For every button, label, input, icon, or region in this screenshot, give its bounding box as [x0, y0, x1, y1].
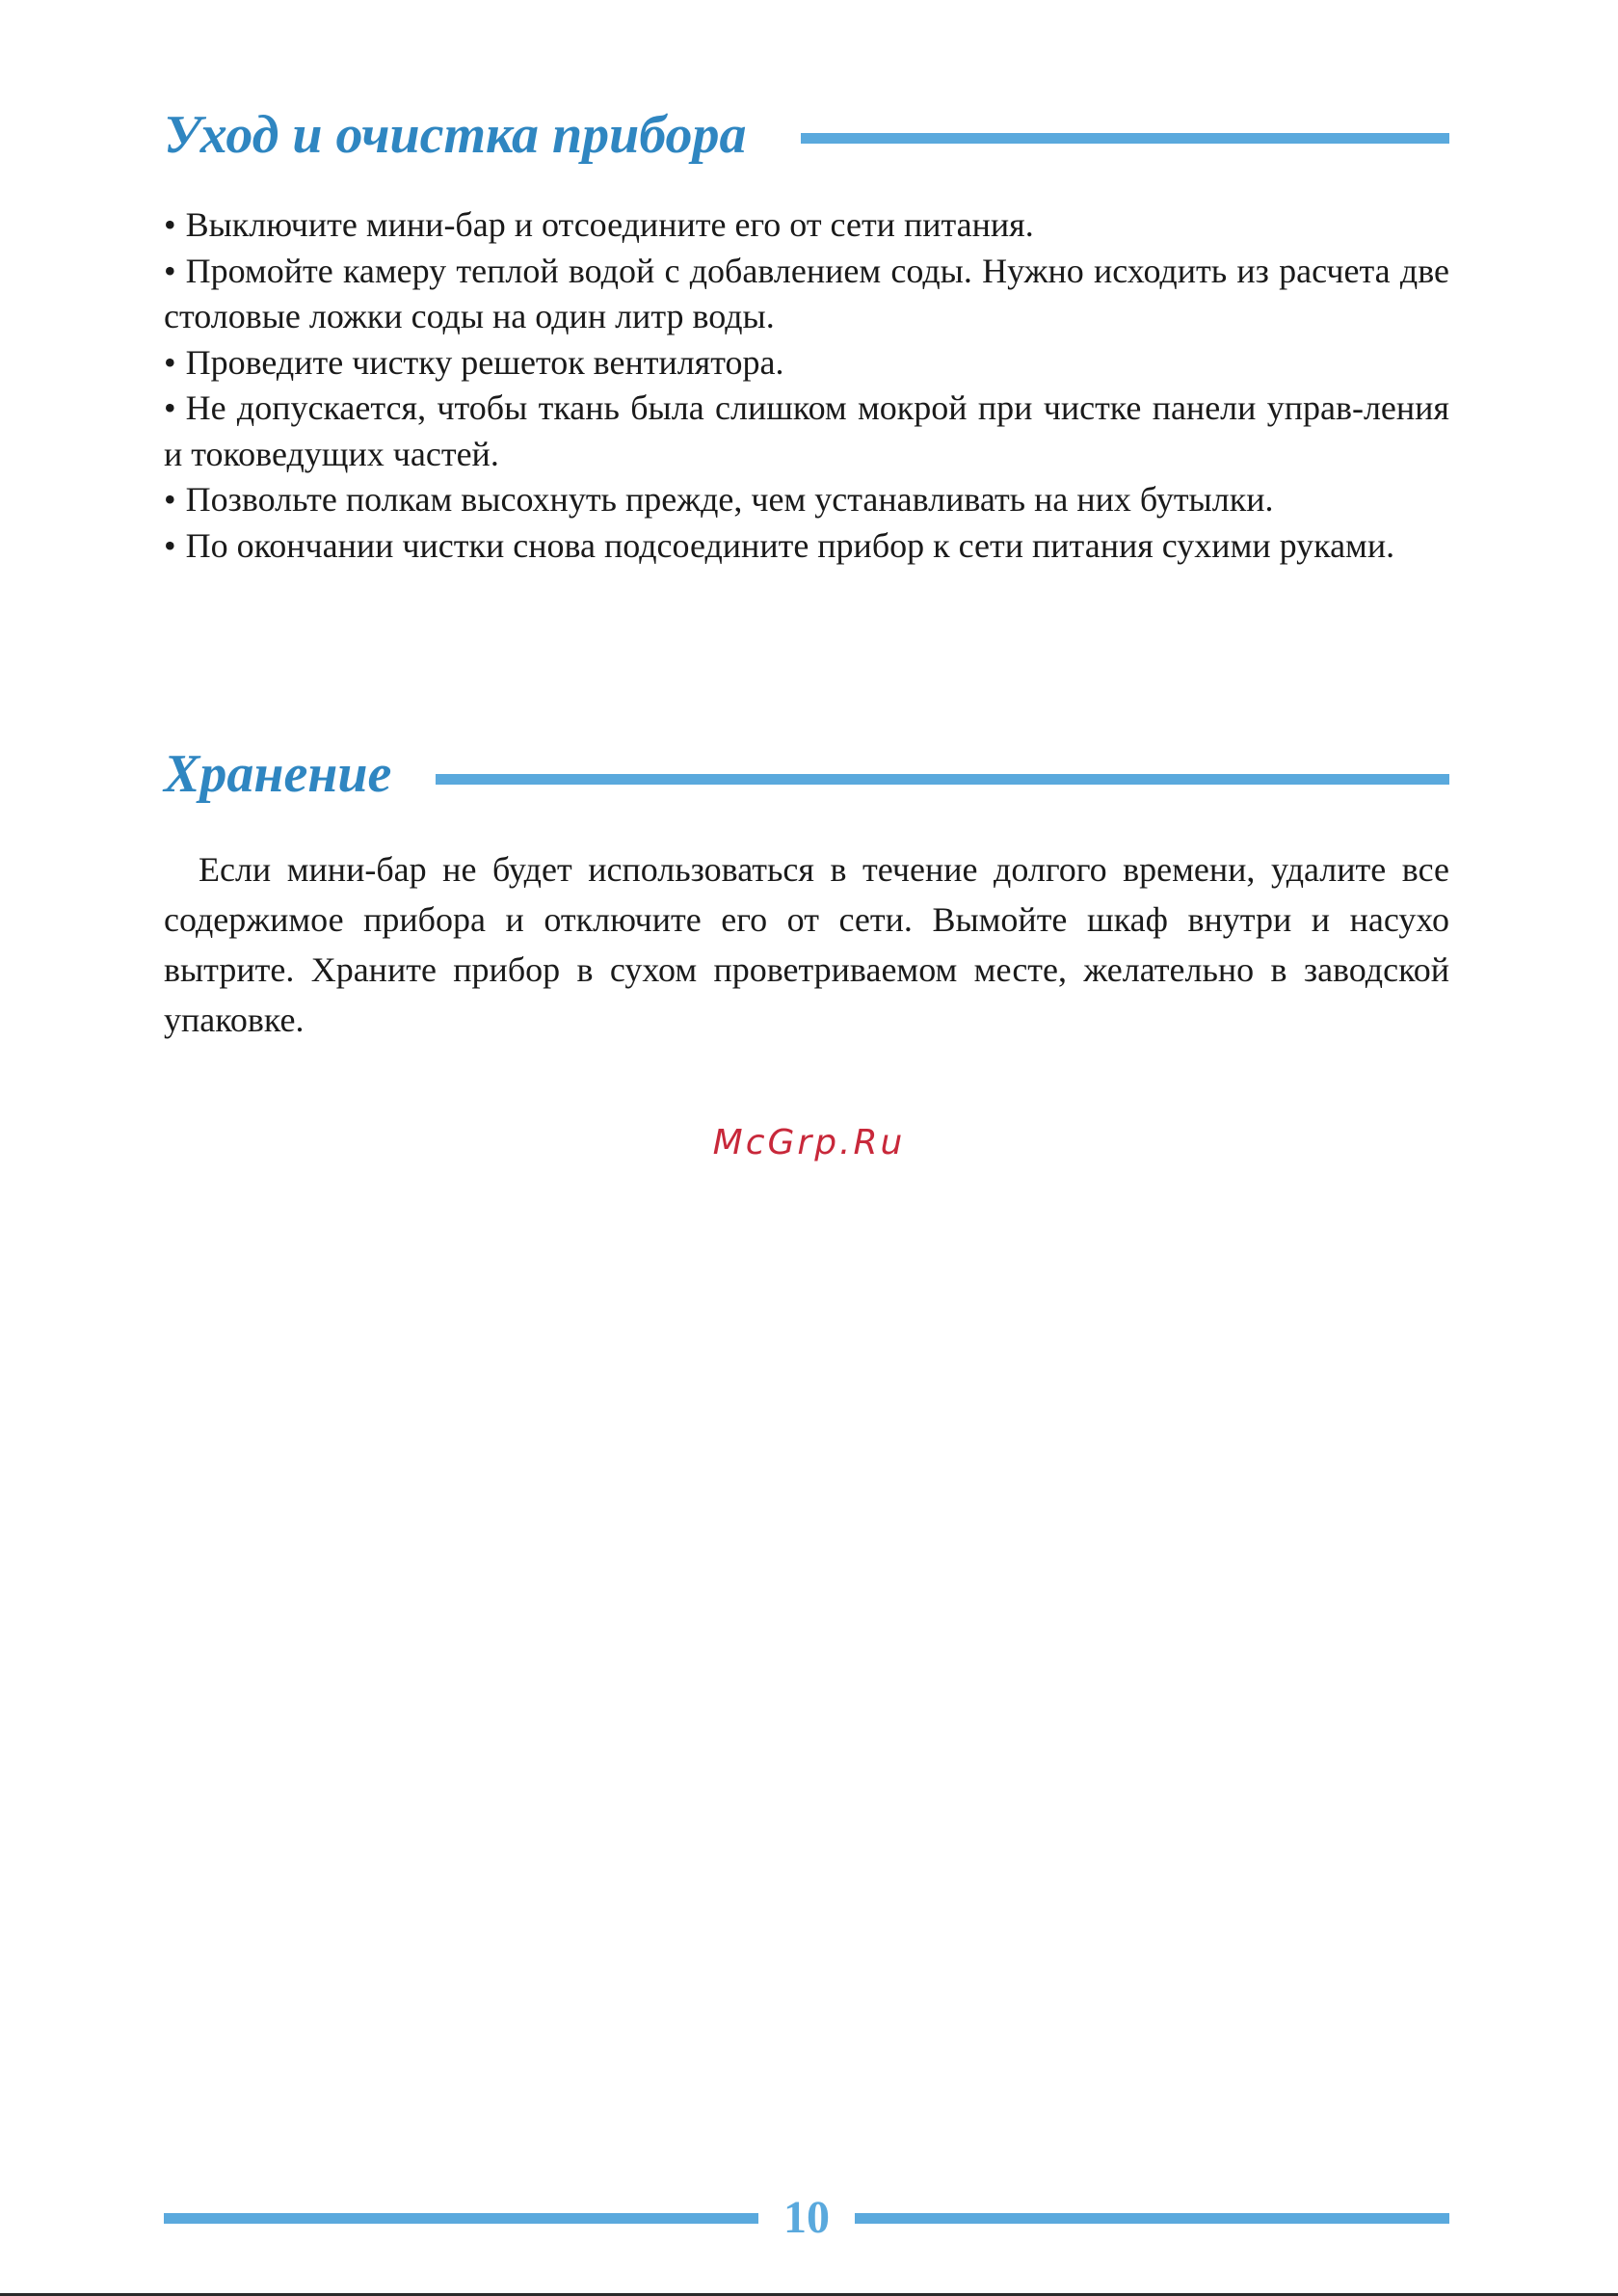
list-item — [164, 202, 1449, 249]
list-item — [164, 340, 1449, 387]
section-header-care — [164, 105, 1449, 165]
page-footer — [164, 2192, 1449, 2243]
section-header-storage — [164, 744, 1449, 804]
care-instructions-list — [164, 202, 1449, 569]
page-number: 10 — [783, 2192, 830, 2243]
bullet-icon: • — [164, 388, 176, 427]
watermark-text: McGrp.Ru — [712, 1123, 906, 1162]
storage-paragraph: Если мини-бар не будет использоваться в течение долгого времени, удалите все содержимое прибора и отключите его от сети. Вымойте шкаф внутри и насухо вытрите. Храните прибор в сухом проветриваемом месте, желательно в заводской упаковке. — [164, 850, 1449, 1039]
list-item-text: Позвольте полкам высохнуть прежде, чем устанавливать на них бутылки. — [185, 480, 1274, 519]
list-item-text: По окончании чистки снова подсоедините прибор к сети питания сухими руками. — [185, 525, 1395, 565]
bullet-icon: • — [164, 205, 176, 244]
list-item — [164, 523, 1449, 570]
list-item — [164, 386, 1449, 477]
section-title-care: Уход и очистка прибора — [164, 105, 747, 165]
footer-rule-left — [164, 2213, 758, 2224]
section-rule — [436, 774, 1449, 785]
bullet-icon: • — [164, 251, 176, 290]
footer-rule-right — [855, 2213, 1449, 2224]
bullet-icon: • — [164, 480, 176, 519]
list-item — [164, 249, 1449, 340]
list-item-text: Проведите чистку решеток вентилятора. — [185, 342, 784, 382]
list-item-text: Не допускается, чтобы ткань была слишком мокрой при чистке панели управ-ления и токоведущих частей. — [164, 388, 1449, 473]
section-title-storage: Хранение — [164, 744, 392, 804]
list-item — [164, 477, 1449, 523]
list-item-text: Выключите мини-бар и отсоедините его от сети питания. — [185, 205, 1034, 244]
bullet-icon: • — [164, 525, 176, 565]
section-rule — [801, 133, 1449, 144]
bullet-icon: • — [164, 342, 176, 382]
list-item-text: Промойте камеру теплой водой с добавлением соды. Нужно исходить из расчета две столовые ложки соды на один литр воды. — [164, 251, 1449, 335]
